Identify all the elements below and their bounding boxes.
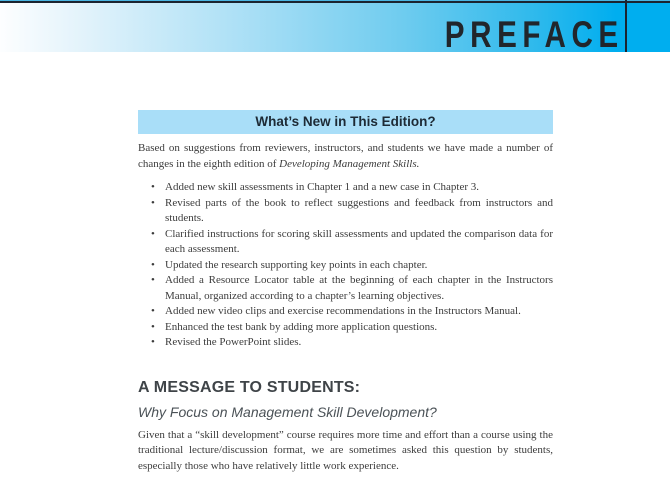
list-item bbox=[138, 320, 553, 336]
list-item bbox=[138, 180, 553, 196]
list-item-text: Revised parts of the book to reflect suggestions and feedback from instructors and students. bbox=[165, 196, 553, 224]
list-item bbox=[138, 196, 553, 227]
whats-new-box-title: What’s New in This Edition? bbox=[255, 114, 436, 129]
list-item bbox=[138, 335, 553, 351]
message-heading: A MESSAGE TO STUDENTS: bbox=[138, 378, 361, 396]
list-item-text: Added new skill assessments in Chapter 1 and a new case in Chapter 3. bbox=[165, 181, 480, 193]
intro-text: Based on suggestions from reviewers, instructors, and students we have made a number of changes in the eighth edition of bbox=[138, 142, 553, 170]
list-item bbox=[138, 273, 553, 304]
page-banner bbox=[0, 0, 670, 55]
list-item-text: Enhanced the test bank by adding more application questions. bbox=[165, 320, 438, 333]
list-item-text: Added new video clips and exercise recommendations in the Instructors Manual. bbox=[165, 305, 521, 317]
list-item-text: Clarified instructions for scoring skill assessments and updated the comparison data for each assessment. bbox=[165, 227, 553, 255]
intro-paragraph bbox=[138, 141, 553, 172]
list-item-text: Revised the PowerPoint slides. bbox=[165, 336, 302, 348]
banner-gradient-band bbox=[0, 3, 670, 55]
message-subheading: Why Focus on Management Skill Development? bbox=[138, 403, 437, 420]
list-item bbox=[138, 304, 553, 320]
changes-list bbox=[138, 180, 553, 351]
list-item-text: Added a Resource Locator table at the beginning of each chapter in the Instructors Manual, organized according to a chapter’s learning objectives. bbox=[165, 274, 553, 302]
content-column bbox=[138, 110, 553, 474]
banner-vertical-rule bbox=[625, 0, 627, 52]
page-title: PREFACE bbox=[444, 13, 624, 55]
message-paragraph: Given that a “skill development” course requires more time and effort than a course using the traditional lecture/discussion format, we are sometimes asked this question by students, especially those who have relatively little work experience. bbox=[138, 428, 553, 472]
whats-new-box bbox=[138, 110, 553, 134]
intro-book-title: Developing Management Skills. bbox=[279, 157, 420, 170]
list-item-text: Updated the research supporting key points in each chapter. bbox=[165, 258, 428, 271]
list-item bbox=[138, 227, 553, 258]
list-item bbox=[138, 258, 553, 274]
